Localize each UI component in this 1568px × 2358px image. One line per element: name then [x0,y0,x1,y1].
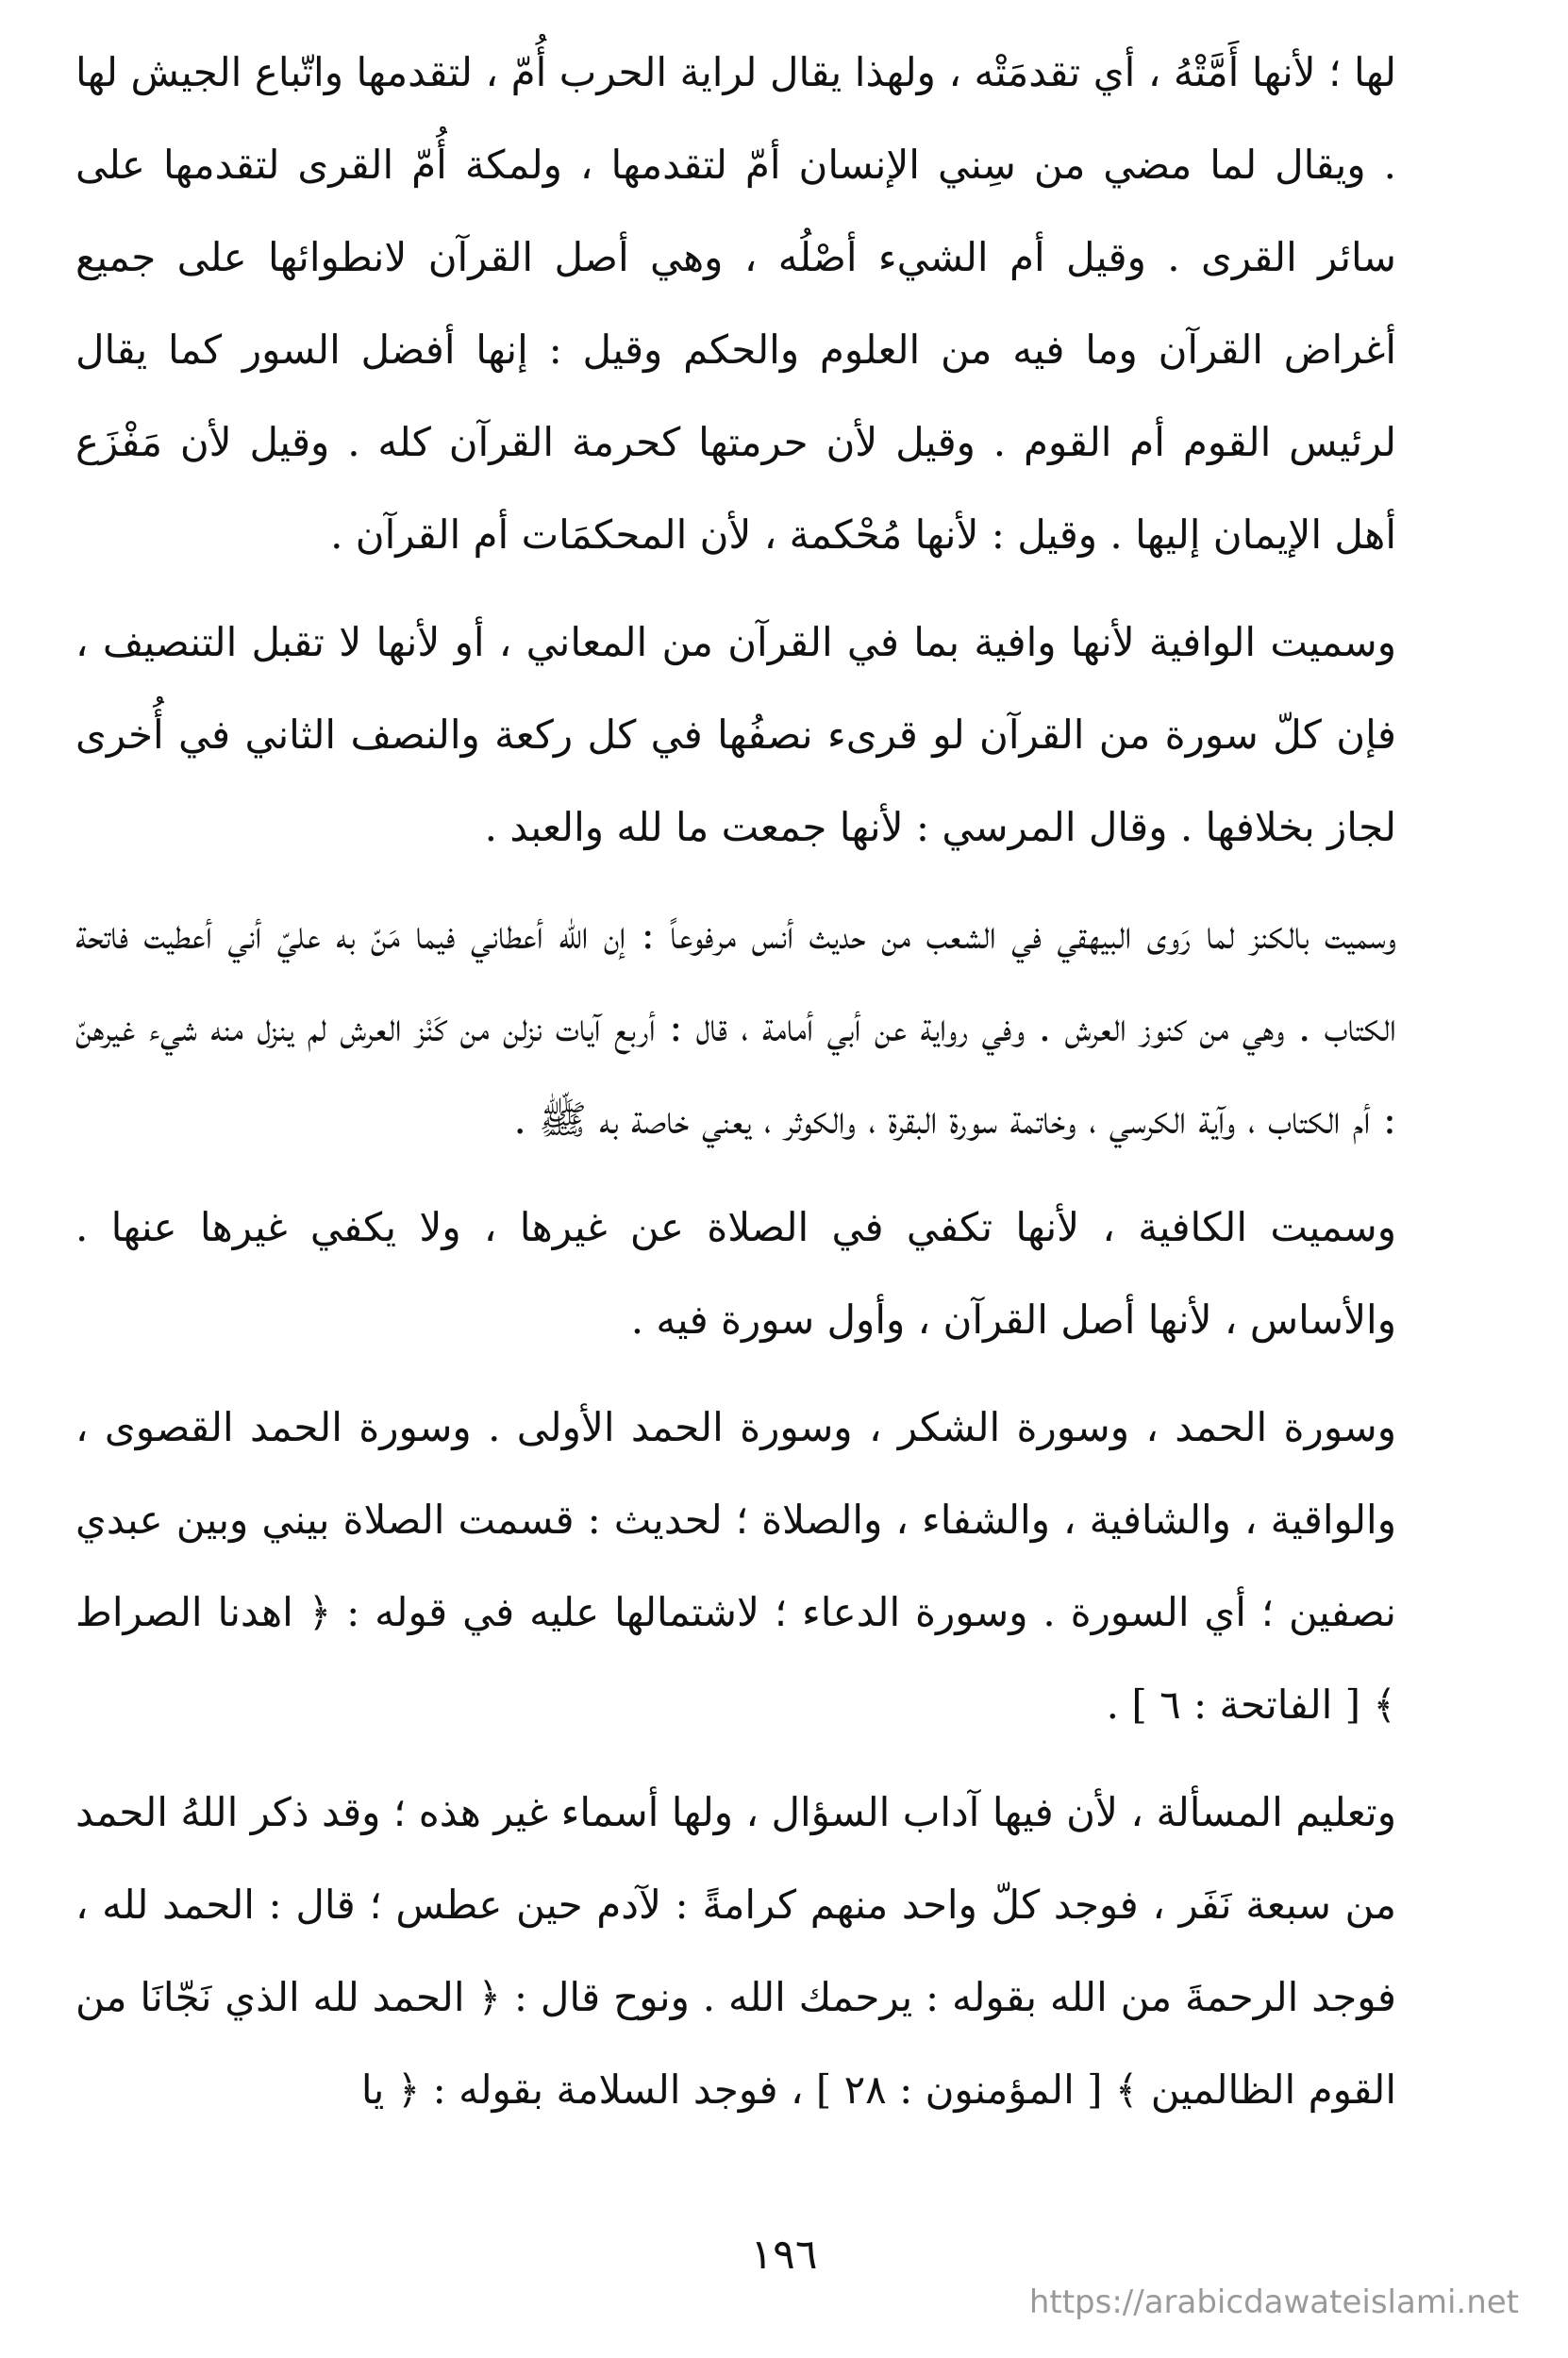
paragraph-al-wafiya: وسميت الوافية لأنها وافية بما في القرآن من المعاني ، أو لأنها لا تقبل التنصيف ، فإن كلّ سورة من القرآن لو قرىء نصفُها في كل ركعة والنصف الثاني في أُخرى لجاز بخلافها . وقال المرسي : لأنها جمعت ما لله والعبد . [75,619,1396,850]
paragraph-surat-al-hamd: وسورة الحمد ، وسورة الشكر ، وسورة الحمد الأولى . وسورة الحمد القصوى ، والواقية ، والشافية ، والشفاء ، والصلاة ؛ لحديث : قسمت الصلاة بيني وبين عبدي نصفين ؛ أي السورة . وسورة الدعاء ؛ لاشتمالها عليه في قوله : ﴿ اهدنا الصراط ﴾ [ الفاتحة : ٦ ] . [75,1404,1396,1728]
paragraph-al-kafiya: وسميت الكافية ، لأنها تكفي في الصلاة عن غيرها ، ولا يكفي غيرها عنها . والأساس ، لأنها أصل القرآن ، وأول سورة فيه . [75,1204,1396,1343]
paragraph-umm-al-quran: لها ؛ لأنها أَمَّتْهُ ، أي تقدمَتْه ، ولهذا يقال لراية الحرب أُمّ ، لتقدمها واتّباع الجيش لها . ويقال لما مضي من سِني الإنسان أمّ لتقدمها ، ولمكة أُمّ القرى لتقدمها على سائر القرى . وقيل أم الشيء أصْلُه ، وهي أصل القرآن لانطوائها على جميع أغراض القرآن وما فيه من العلوم والحكم وقيل : إنها أفضل السور كما يقال لرئيس القوم أم القوم . وقيل لأن حرمتها كحرمة القرآن كله . وقيل لأن مَفْزَع أهل الإيمان إليها . وقيل : لأنها مُحْكمة ، لأن المحكمَات أم القرآن . [75,49,1396,558]
paragraph-talim-al-masala: وتعليم المسألة ، لأن فيها آداب السؤال ، ولها أسماء غير هذه ؛ وقد ذكر اللهُ الحمد من سبعة نَفَر ، فوجد كلّ واحد منهم كرامةً : لآدم حين عطس ؛ قال : الحمد لله ، فوجد الرحمةَ من الله بقوله : يرحمك الله . ونوح قال : ﴿ الحمد لله الذي نَجّانَا من القوم الظالمين ﴾ [ المؤمنون : ٢٨ ] ، فوجد السلامة بقوله : ﴿ يا [75,1789,1396,2113]
watermark-url: https://arabicdawateislami.net [1028,2283,1519,2321]
page-number: ١٩٦ [750,2231,818,2279]
paragraph-al-kanz: وسميت بالكنز لما رَوى البيهقي في الشعب من حديث أنس مرفوعاً : إن الله أعطاني فيما مَنّ به عليّ أني أعطيت فاتحة الكتاب . وهي من كنوز العرش . وفي رواية عن أبي أمامة ، قال : أربع آيات نزلن من كَنْز العرش لم ينزل منه شيء غيرهنّ : أم الكتاب ، وآية الكرسي ، وخاتمة سورة البقرة ، والكوثر ، يعني خاصة به ﷺ . [75,911,1396,1143]
body-text [75,26,1396,2136]
